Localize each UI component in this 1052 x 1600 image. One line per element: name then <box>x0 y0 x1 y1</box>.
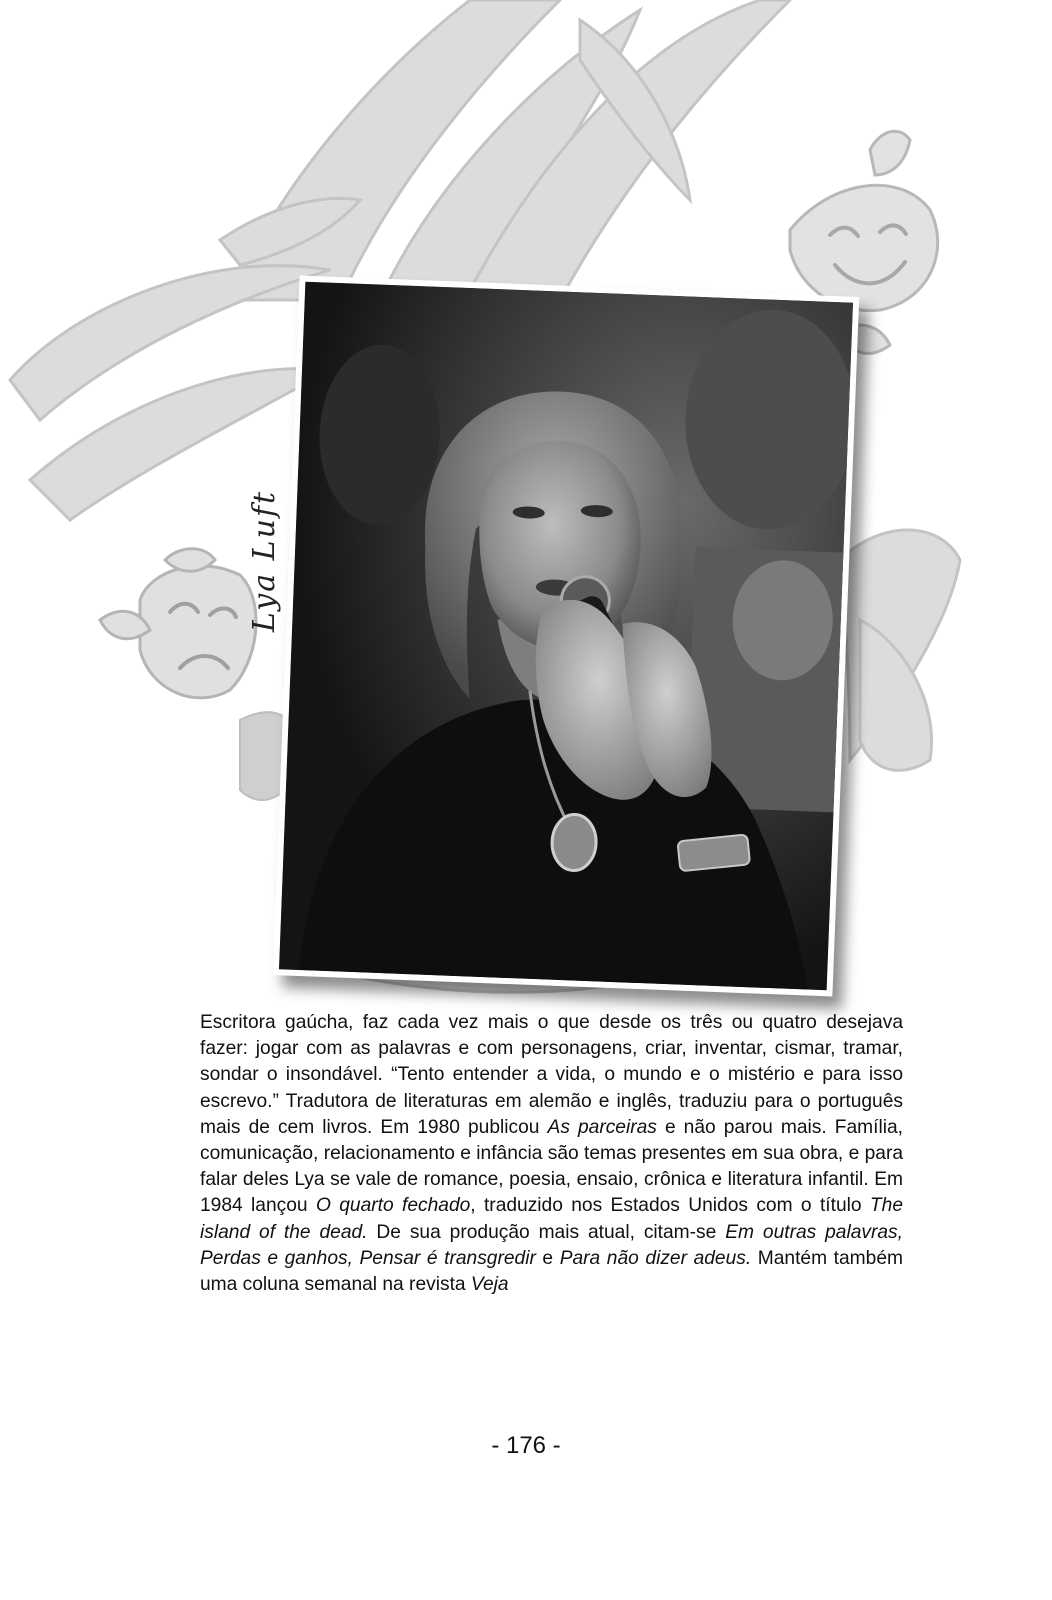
book-title: Para não dizer adeus. <box>559 1247 752 1269</box>
book-title: As parceiras <box>547 1116 657 1138</box>
bio-text: Mantém também uma coluna semanal na revista <box>200 1247 903 1296</box>
author-biography <box>200 1010 903 1298</box>
bio-text: De sua produção mais atual, citam-se <box>367 1221 726 1243</box>
author-photo-frame <box>273 276 859 997</box>
bio-text: , traduzido nos Estados Unidos com o título <box>470 1195 870 1217</box>
book-title: Em outras palavras, Perdas e ganhos, Pensar é transgredir <box>200 1221 903 1269</box>
book-title: O quarto fechado <box>315 1195 471 1217</box>
magazine-title: Veja <box>470 1274 509 1296</box>
author-signature: Lya Luft <box>247 489 282 633</box>
bio-text: Escritora gaúcha, faz cada vez mais o que desde os três ou quatro desejava fazer: jogar com as palavras e com personagens, criar, inventar, cismar, tramar, sondar o insondável. “Tento entender a vida, o mundo e o mistério e para isso escrevo.” Tradutora de literaturas em alemão e inglês, traduziu para o português mais de cem livros. Em 1980 publicou <box>200 1012 903 1138</box>
book-title: The island of the dead. <box>200 1195 903 1243</box>
bio-text: e não parou mais. Família, comunicação, relacionamento e infância são temas presentes em sua obra, e para falar deles Lya se vale de romance, poesia, ensaio, crônica e literatura infantil. Em 1984 lançou <box>200 1116 903 1217</box>
page-number: - 176 - <box>491 1432 561 1459</box>
bio-text: e <box>535 1247 560 1269</box>
portrait-photo-icon <box>279 282 853 991</box>
